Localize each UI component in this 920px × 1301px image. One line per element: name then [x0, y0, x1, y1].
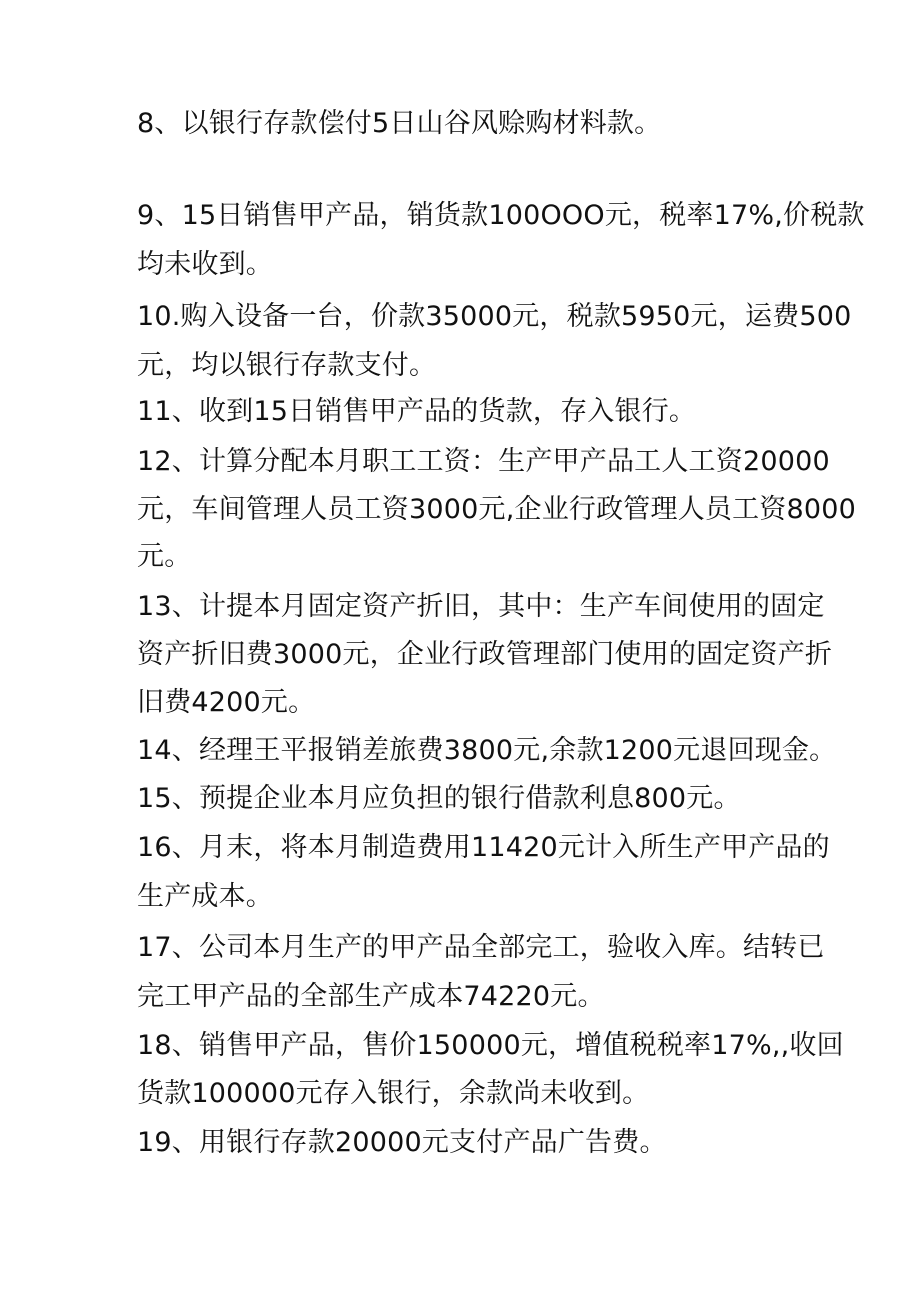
- item-19-line-1: 19、用银行存款20000元支付产品广告费。: [137, 1127, 667, 1158]
- item-18-line-1: 18、销售甲产品，售价150000元，增值税税率17%,,收回: [137, 1030, 844, 1061]
- item-17-line-2: 完工甲产品的全部生产成本74220元。: [137, 981, 605, 1012]
- item-15-line-1: 15、预提企业本月应负担的银行借款利息800元。: [137, 783, 741, 814]
- item-14-line-1: 14、经理王平报销差旅费3800元,余款1200元退回现金。: [137, 735, 837, 766]
- item-8-line-1: 8、以银行存款偿付5日山谷风赊购材料款。: [137, 108, 662, 139]
- item-13-line-2: 资产折旧费3000元，企业行政管理部门使用的固定资产折: [137, 639, 833, 670]
- item-9-line-2: 均未收到。: [137, 249, 273, 280]
- item-12-line-1: 12、计算分配本月职工工资：生产甲产品工人工资20000: [137, 446, 830, 477]
- item-18-line-2: 货款100000元存入银行，余款尚未收到。: [137, 1078, 650, 1109]
- item-16-line-2: 生产成本。: [137, 881, 273, 912]
- item-17-line-1: 17、公司本月生产的甲产品全部完工，验收入库。结转已: [137, 932, 825, 963]
- item-13-line-3: 旧费4200元。: [137, 687, 316, 718]
- item-10-line-2: 元，均以银行存款支付。: [137, 350, 437, 381]
- item-10-line-1: 10.购入设备一台，价款35000元，税款5950元，运费500: [137, 301, 852, 332]
- item-12-line-2: 元，车间管理人员工资3000元,企业行政管理人员工资8000: [137, 494, 857, 525]
- item-9-line-1: 9、15日销售甲产品，销货款100OOO元，税率17%,价税款: [137, 200, 865, 231]
- item-12-line-3: 元。: [137, 541, 192, 572]
- item-16-line-1: 16、月末，将本月制造费用11420元计入所生产甲产品的: [137, 832, 830, 863]
- item-11-line-1: 11、收到15日销售甲产品的货款，存入银行。: [137, 396, 697, 427]
- item-13-line-1: 13、计提本月固定资产折旧，其中：生产车间使用的固定: [137, 591, 825, 622]
